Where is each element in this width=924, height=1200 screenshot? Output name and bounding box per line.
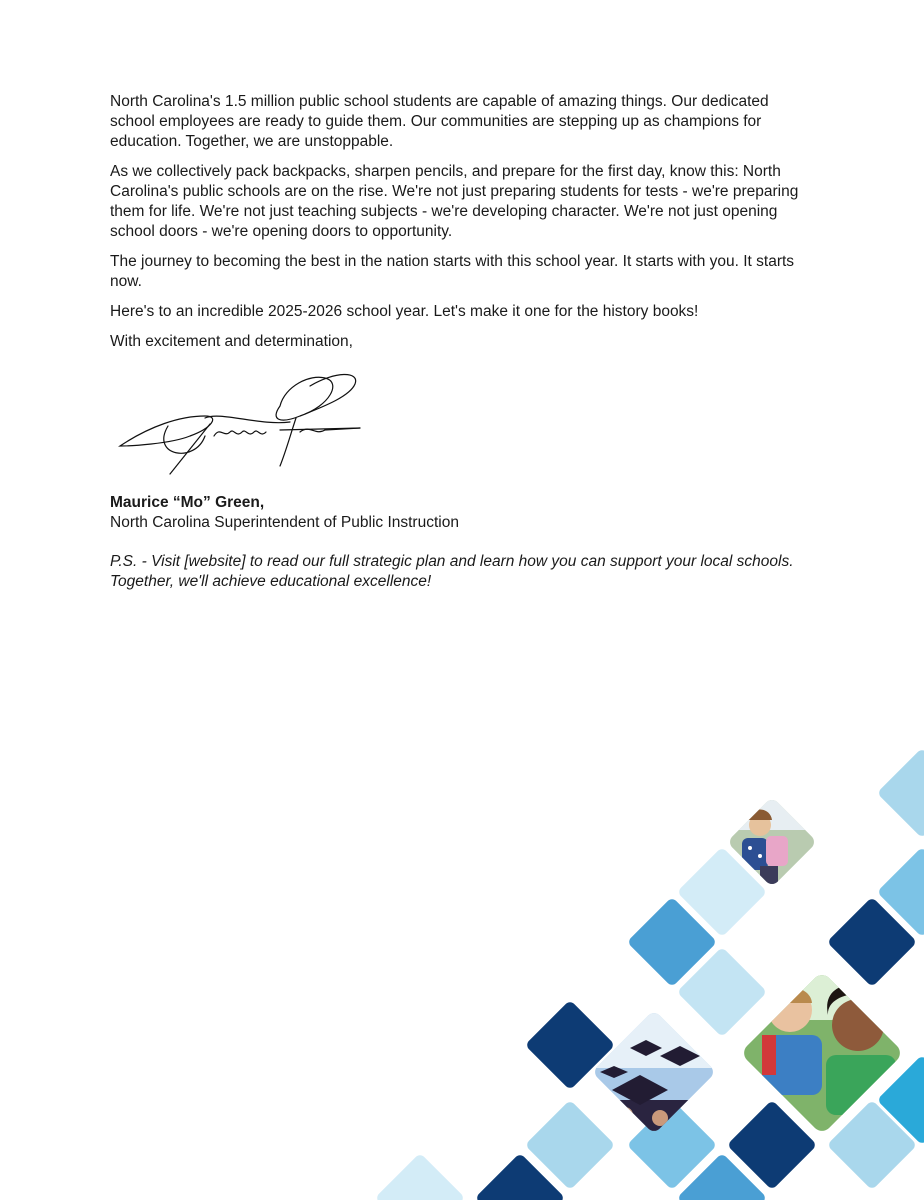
diamond-tiles [375,748,924,1200]
signer-title: North Carolina Superintendent of Public Instruction [110,514,459,531]
diamond-tile [677,947,768,1038]
diamond-tile [877,847,924,938]
diamond-tile [827,897,918,988]
diamond-tile [677,1153,768,1200]
diamond-tile [727,1100,818,1191]
postscript: P.S. - Visit [website] to read our full strategic plan and learn how you can support your local schools. Together, we'll achieve educational excellence! [110,553,794,590]
letter-body [110,92,810,362]
paragraph-4: Here's to an incredible 2025-2026 school year. Let's make it one for the history books! [110,303,699,320]
diamond-tile [525,1000,616,1091]
diamond-tile [877,1055,924,1146]
diamond-tile [475,1153,566,1200]
child-with-backpack-photo [720,790,824,894]
handwritten-signature [110,366,370,476]
smiling-children-photo [740,970,910,1140]
graduation-caps-photo [590,1008,720,1150]
paragraph-2: As we collectively pack backpacks, sharpen pencils, and prepare for the first day, know this: North Carolina's public schools are on the rise. We're not just preparing students for tests - we're preparing them for life. We're not just teaching subjects - we're developing character. We're not just opening school doors - we're opening doors to opportunity. [110,163,799,240]
diamond-tile [375,1153,466,1200]
closing-line: With excitement and determination, [110,333,353,350]
diamond-tile [627,897,718,988]
diamond-tile [827,1100,918,1191]
diamond-tile [525,1100,616,1191]
paragraph-3: The journey to becoming the best in the nation starts with this school year. It starts with you. It starts now. [110,253,795,290]
paragraph-1: North Carolina's 1.5 million public school students are capable of amazing things. Our dedicated school employees are ready to guide them. Our communities are stepping up as champions for education. Together, we are unstoppable. [110,93,769,150]
diamond-tile [677,847,768,938]
signer-name: Maurice “Mo” Green, [110,494,265,511]
diamond-tile [877,748,924,839]
diamond-tile [627,1100,718,1191]
